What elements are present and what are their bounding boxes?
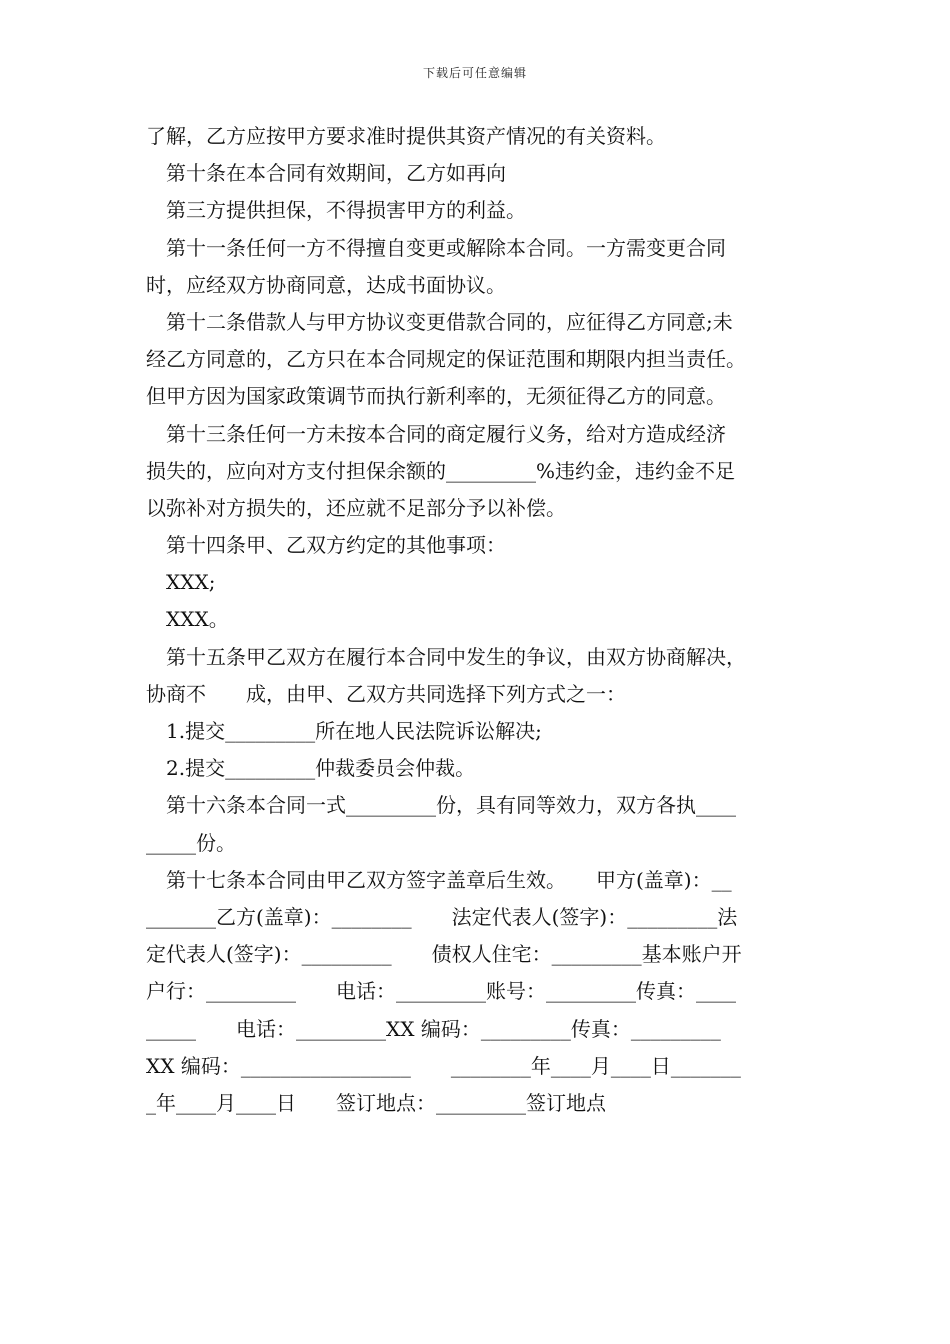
text-line: 了解，乙方应按甲方要求准时提供其资产情况的有关资料。 — [146, 124, 666, 148]
text-line: 第十一条任何一方不得擅自变更或解除本合同。一方需变更合同 — [166, 235, 726, 260]
text-line: 但甲方因为国家政策调节而执行新利率的，无须征得乙方的同意。 — [146, 384, 726, 409]
text-line: XXX。 — [166, 607, 229, 632]
text-line: 第十五条甲乙双方在履行本合同中发生的争议，由双方协商解决， — [166, 644, 746, 669]
page-header: 下载后可任意编辑 — [422, 66, 527, 80]
text-line: _年____月____日 签订地点：_________签订地点 — [146, 1090, 606, 1115]
text-line: _____ 电话：_________XX 编码：_________传真：_________ — [146, 1016, 721, 1041]
text-line: XXX; — [166, 570, 216, 595]
text-line: 第三方提供担保，不得损害甲方的利益。 — [166, 198, 526, 223]
text-line: 第十七条本合同由甲乙双方签字盖章后生效。 甲方(盖章)：__ — [166, 867, 732, 892]
text-line: 1.提交_________所在地人民法院诉讼解决; — [166, 719, 542, 743]
document-body — [146, 118, 816, 1122]
text-line: 第十条在本合同有效期间，乙方如再向 — [166, 161, 506, 186]
text-line: 第十三条任何一方未按本合同的商定履行义务，给对方造成经济 — [166, 421, 726, 446]
text-line: 经乙方同意的，乙方只在本合同规定的保证范围和期限内担当责任。 — [146, 347, 746, 372]
text-line: XX 编码：_________________ ________年____月____日_______ — [146, 1053, 741, 1078]
text-line: 第十六条本合同一式_________份，具有同等效力，双方各执____ — [166, 793, 736, 818]
text-line: 协商不 成，由甲、乙双方共同选择下列方式之一： — [146, 681, 626, 706]
text-line: 以弥补对方损失的，还应就不足部分予以补偿。 — [146, 495, 566, 520]
text-line: 户行：_________ 电话：_________账号：_________传真：____ — [146, 979, 736, 1004]
text-line: 定代表人(签字)：_________ 债权人住宅：_________基本账户开 — [146, 942, 742, 967]
text-line: 第十四条甲、乙双方约定的其他事项： — [166, 533, 506, 558]
text-line: 2.提交_________仲裁委员会仲裁。 — [166, 756, 476, 781]
text-line: 损失的，应向对方支付担保余额的_________%违约金，违约金不足 — [146, 458, 736, 483]
text-line: 第十二条借款人与甲方协议变更借款合同的，应征得乙方同意;未 — [166, 309, 733, 334]
text-line: 时，应经双方协商同意，达成书面协议。 — [146, 272, 506, 297]
text-line: _______乙方(盖章)：________ 法定代表人(签字)：_________法 — [146, 904, 738, 929]
text-line: _____份。 — [146, 830, 236, 855]
